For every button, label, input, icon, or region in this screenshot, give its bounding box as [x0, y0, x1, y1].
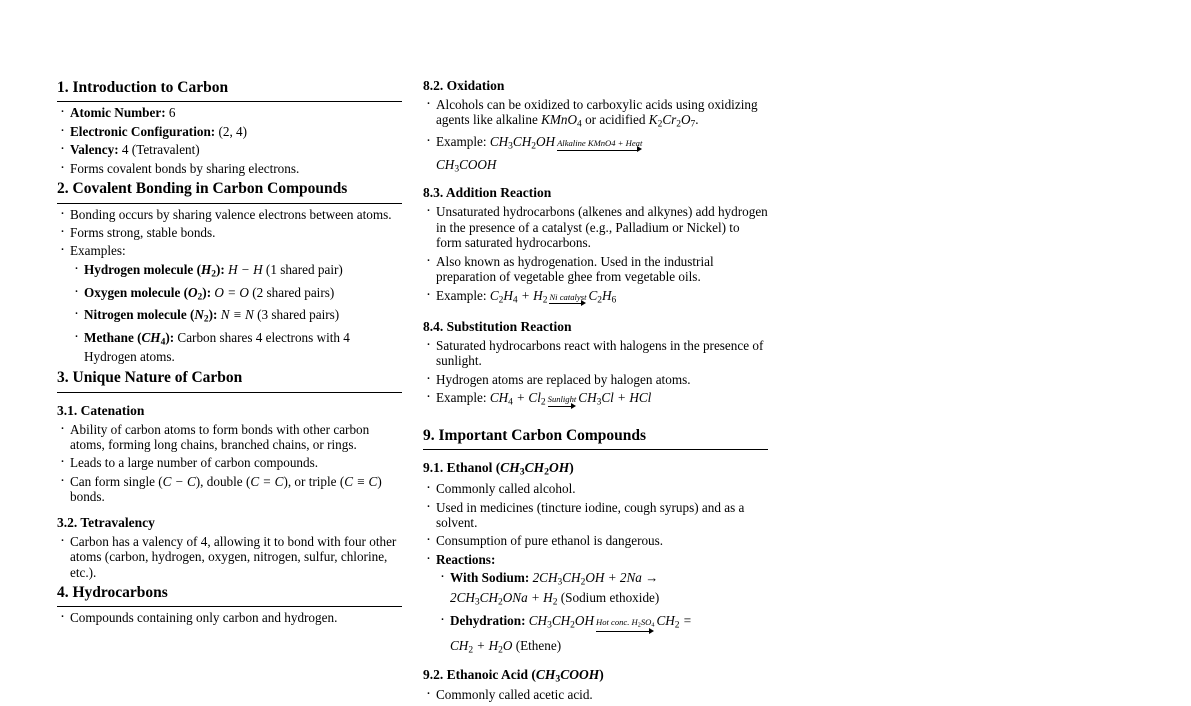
molecule-note: (3 shared pairs) [257, 307, 340, 323]
single-bond-formula: C − C [162, 473, 196, 489]
list-item [57, 105, 402, 120]
product: $CH_3Cl$ + HCl [578, 390, 652, 408]
subsection-heading-ethanol: 9.1. Ethanol $(CH_3CH_2OH)$ [423, 460, 574, 478]
example-label: Example: [436, 287, 487, 303]
reaction-condition: Hot conc. $H_2SO_4$ [595, 616, 655, 629]
list-item-example [423, 134, 768, 175]
list-covalent-bonding [57, 207, 402, 259]
molecule-label: Methane $(CH_4)$: [84, 330, 175, 348]
molecule-label: Nitrogen molecule $(N_2)$: [84, 307, 218, 325]
list-item: · Consumption of pure ethanol is dangerous. [423, 533, 768, 548]
list-item: · Saturated hydrocarbons react with halogens in the presence of sunlight. [423, 338, 768, 369]
list-tetravalency [57, 534, 402, 580]
subsection-heading-substitution: 8.4. Substitution Reaction [423, 319, 572, 335]
section-heading-hydrocarbons: 4. Hydrocarbons [57, 583, 402, 607]
reaction-note: (Sodium ethoxide) [560, 590, 660, 606]
reaction-arrow-substitution [548, 395, 577, 412]
reaction-label: With Sodium: [450, 570, 530, 586]
list-item: · Carbon has a valency of 4, allowing it to bond with four other atoms (carbon, hydrogen, oxygen, nitrogen, sulfur, chlorine, etc.). [57, 534, 402, 580]
molecule-note: (1 shared pair) [265, 261, 343, 277]
list-item [71, 307, 402, 326]
list-item [57, 124, 402, 139]
reactant: $CH_4 + Cl_2$ [489, 390, 546, 408]
subsection-heading-oxidation: 8.2. Oxidation [423, 78, 505, 93]
reaction-condition: Sunlight [547, 394, 577, 405]
reactant: $CH_3CH_2OH$ [489, 134, 556, 152]
list-item: · Hydrogen atoms are replaced by halogen atoms. [423, 372, 768, 387]
list-item: · Used in medicines (tincture iodine, cough syrups) and as a solvent. [423, 500, 768, 531]
triple-bond-formula: C ≡ C [344, 473, 378, 489]
term-label: Electronic Configuration: [70, 123, 216, 139]
list-substitution [423, 338, 768, 412]
example-label: Example: [436, 134, 487, 150]
reaction-arrow-addition [549, 293, 586, 310]
list-item: · Ability of carbon atoms to form bonds with other carbon atoms, forming long chains, branched chains, or rings. [57, 422, 402, 453]
term-value: 6 [168, 105, 176, 121]
list-item: · Reactions: [423, 552, 768, 567]
section-heading-important-compounds: 9. Important Carbon Compounds [423, 426, 768, 450]
reaction-arrow-oxidation [557, 139, 642, 156]
molecule-label: Oxygen molecule $(O_2)$: [84, 284, 212, 303]
reaction-arrow-dehydration [596, 618, 654, 637]
list-item: · Unsaturated hydrocarbons (alkenes and alkynes) add hydrogen in the presence of a catalyst (e.g., Palladium or Nickel) to form saturated hydrocarbons. [423, 204, 768, 250]
list-item-example [423, 390, 768, 412]
molecule-formula: O = O [214, 284, 249, 300]
reaction-condition: Ni catalyst [549, 291, 587, 302]
product-cont: $CH_2 + H_2O$ [450, 637, 513, 656]
list-item: · Leads to a large number of carbon compounds. [57, 455, 402, 470]
molecule-note: Carbon shares 4 electrons with 4 Hydrogen atoms. [84, 330, 350, 364]
subsection-heading-addition: 8.3. Addition Reaction [423, 185, 552, 201]
list-ethanol-reactions [437, 570, 768, 656]
list-item: · Forms covalent bonds by sharing electrons. [57, 161, 402, 176]
product: $CH_3COOH$ [436, 156, 497, 175]
list-oxidation [423, 97, 768, 176]
reaction-note: (Ethene) [515, 637, 562, 653]
reaction-equation-cont: $2CH_3CH_2ONa + H_2$ [450, 590, 558, 608]
term-value: (2, 4) [218, 123, 248, 139]
molecule-note: (2 shared pairs) [252, 284, 335, 300]
term-value: 4 (Tetravalent) [121, 142, 200, 158]
list-item: · Commonly called acetic acid. [423, 687, 768, 702]
molecule-formula: N ≡ N [220, 307, 254, 323]
list-catenation [57, 422, 402, 505]
section-heading-covalent-bonding: 2. Covalent Bonding in Carbon Compounds [57, 179, 402, 203]
list-item [71, 330, 402, 364]
list-item: · Alcohols can be oxidized to carboxylic acids using oxidizing agents like alkaline KMnO$_4$ or acidified $K_2Cr_2O_7$. [423, 97, 768, 131]
list-hydrocarbons [57, 610, 402, 625]
reaction-condition: Alkaline KMnO4 + Heat [557, 138, 643, 149]
list-addition [423, 204, 768, 309]
reaction-label: Dehydration: [450, 612, 526, 628]
right-column [423, 78, 768, 706]
list-ethanol [423, 481, 768, 567]
list-item [71, 262, 402, 281]
list-introduction [57, 105, 402, 176]
left-column [57, 78, 402, 629]
subsection-heading-ethanoic-acid: 9.2. Ethanoic Acid $(CH_3COOH)$ [423, 666, 604, 685]
list-item: · Examples: [57, 243, 402, 258]
list-item [71, 285, 402, 304]
reaction-equation: $2CH_3CH_2OH + 2Na$ → [532, 570, 659, 588]
list-item: · Bonding occurs by sharing valence electrons between atoms. [57, 207, 402, 222]
list-ethanoic-acid [423, 687, 768, 702]
list-item: · Also known as hydrogenation. Used in the industrial preparation of vegetable ghee from vegetable oils. [423, 254, 768, 285]
product: $CH_2$ = [656, 612, 692, 631]
reactant: $C_2H_4 + H_2$ [489, 287, 548, 306]
section-heading-unique-nature: 3. Unique Nature of Carbon [57, 368, 402, 392]
section-heading-introduction: 1. Introduction to Carbon [57, 78, 402, 102]
subsection-heading-tetravalency: 3.2. Tetravalency [57, 514, 155, 530]
list-item-bond-types: · Can form single (C − C), double (C = C), or triple (C ≡ C) bonds. [57, 474, 402, 505]
subsection-heading-catenation: 3.1. Catenation [57, 402, 145, 418]
list-item-reaction [437, 613, 768, 657]
list-item [57, 142, 402, 157]
double-bond-formula: C = C [250, 473, 284, 489]
list-item-reaction [437, 570, 768, 609]
term-label: Valency: [70, 142, 119, 158]
list-item: · Forms strong, stable bonds. [57, 225, 402, 240]
list-item: · Commonly called alcohol. [423, 481, 768, 496]
list-item-example [423, 288, 768, 310]
term-label: Atomic Number: [70, 105, 166, 121]
molecule-formula: H − H [228, 261, 263, 277]
product: $C_2H_6$ [588, 287, 617, 306]
list-molecule-examples [71, 262, 402, 365]
molecule-label: Hydrogen molecule $(H_2)$: [84, 261, 225, 280]
example-label: Example: [436, 390, 487, 406]
reactant: $CH_3CH_2OH$ [528, 612, 594, 631]
list-item: · Compounds containing only carbon and hydrogen. [57, 610, 402, 625]
